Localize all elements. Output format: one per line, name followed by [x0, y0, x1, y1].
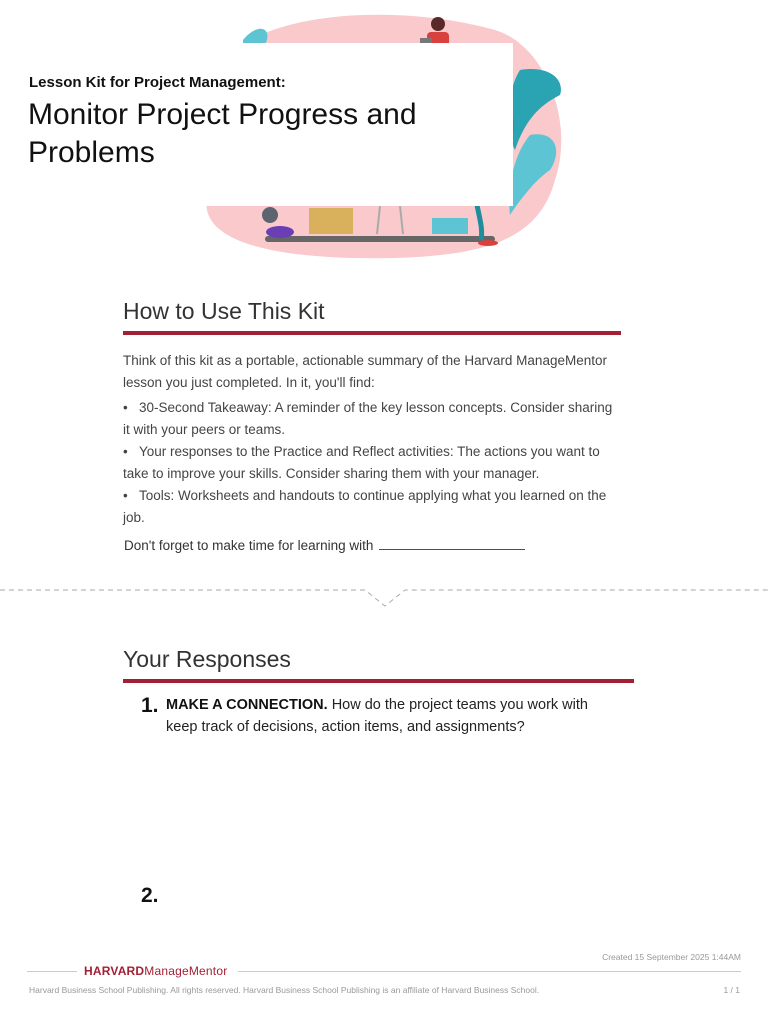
page-title: Monitor Project Progress and Problems [28, 98, 417, 169]
created-timestamp: Created 15 September 2025 1:44AM [602, 952, 741, 962]
question-1-label: MAKE A CONNECTION. [166, 697, 328, 713]
copyright-text: Harvard Business School Publishing. All rights reserved. Harvard Business School Publishing is an affiliate of Harvard Business School. [29, 985, 540, 995]
question-1 [166, 694, 616, 738]
page-number: 1 / 1 [723, 985, 740, 995]
bullet-symbol: • [123, 444, 128, 459]
responses-heading: Your Responses [123, 646, 291, 672]
dashed-divider [0, 580, 768, 610]
bullet-text: 30-Second Takeaway: A reminder of the key lesson concepts. Consider sharing it with your peers or teams. [123, 400, 613, 437]
bullet-item-tools [123, 485, 621, 529]
bullet-item-responses [123, 441, 621, 485]
lesson-kit-kicker: Lesson Kit for Project Management: [29, 74, 286, 91]
bullet-symbol: • [123, 488, 128, 503]
learning-link[interactable] [379, 535, 525, 550]
logo-managementor: ManageMentor [144, 964, 228, 978]
question-1-text: How do the project teams you work with keep track of decisions, action items, and assignments? [166, 697, 588, 735]
question-number-1: 1. [141, 694, 159, 717]
question-number-2: 2. [141, 884, 159, 907]
how-to-heading: How to Use This Kit [123, 298, 325, 324]
bullet-symbol: • [123, 400, 128, 415]
footer-rule-right [238, 971, 741, 972]
how-to-intro: Think of this kit as a portable, actionable summary of the Harvard ManageMentor lesson you just completed. In it, you'll find: [123, 353, 607, 390]
logo-harvard: HARVARD [84, 964, 145, 978]
bullet-text: Your responses to the Practice and Reflect activities: The actions you want to take to improve your skills. Consider sharing them with your manager. [123, 444, 600, 481]
how-to-rule [123, 331, 621, 335]
reminder-text: Don't forget to make time for learning with [124, 538, 374, 553]
learning-reminder [124, 535, 525, 553]
responses-rule [123, 679, 634, 683]
harvard-managementor-logo [84, 964, 227, 978]
footer-rule-left [27, 971, 77, 972]
bullet-item-takeaway [123, 397, 621, 441]
bullet-text: Tools: Worksheets and handouts to continue applying what you learned on the job. [123, 488, 607, 525]
